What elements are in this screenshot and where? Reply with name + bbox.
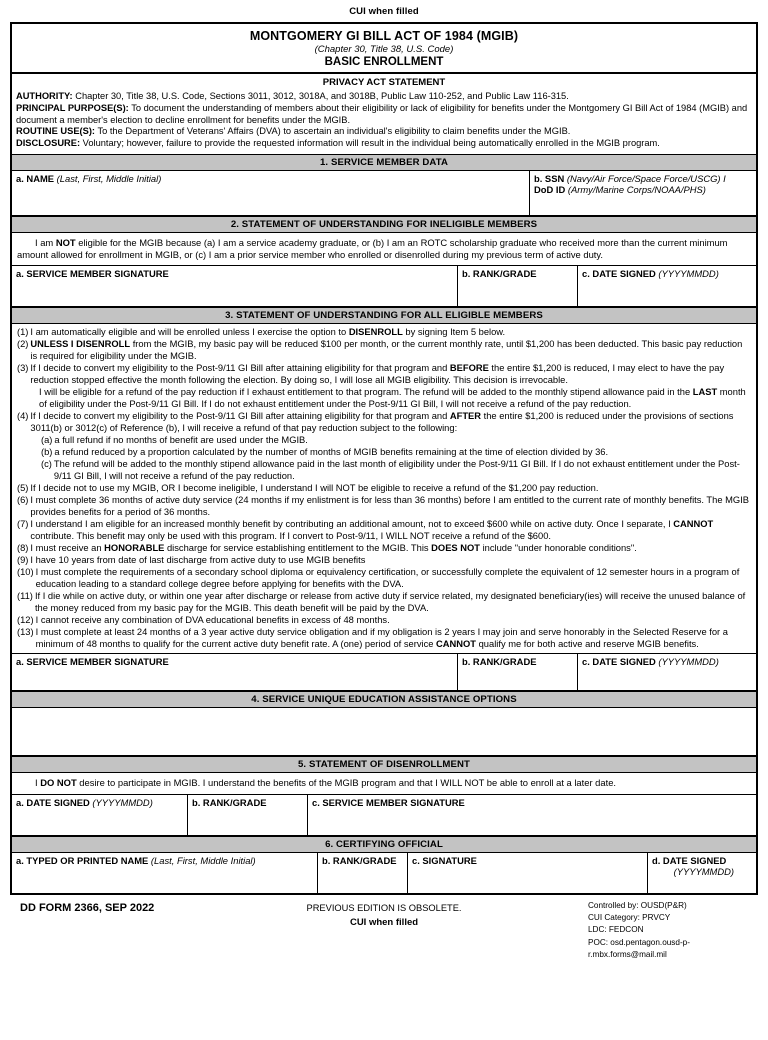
poc: POC: osd.pentagon.ousd-p-r.mbx.forms@mail.mil (588, 937, 690, 959)
section-3-item-text (30, 554, 751, 566)
section-3-item-number: (11) (17, 591, 33, 602)
section-3-item-run: I am automatically eligible and will be enrolled unless I exercise the option to (30, 327, 349, 338)
section-3-item-emphasis: DOES NOT (431, 543, 480, 554)
section-2-statement (12, 233, 756, 266)
section-3-item-run: I understand I am eligible for an increased monthly benefit by contributing an additional amount, not to exceed $600 while on active duty. Once I separate, I (30, 519, 674, 530)
section-6-date-field[interactable] (647, 853, 756, 893)
section-1-header: 1. SERVICE MEMBER DATA (12, 154, 756, 171)
section-3-item-run: a refund reduced by a proportion calculated by the number of months of MGIB benefits remaining at the time of election divided by 36. (54, 447, 609, 458)
section-3-item-emphasis: DISENROLL (348, 327, 403, 338)
section-3-item-run: the entire $1,200 is reduced under the provisions of sections 3011(b) or 3012(c) of Reference (b), I will receive a refund of that pay reduction subject to the following: (30, 411, 734, 434)
form-body (10, 22, 758, 895)
section-3-item (17, 326, 751, 338)
section-6-signature-field[interactable] (407, 853, 647, 893)
privacy-disclosure-text: Voluntary; however, failure to provide the requested information will result in the individual being automatically enrolled in the MGIB program. (80, 138, 660, 149)
section-5-rank-label: b. RANK/GRADE (192, 796, 267, 808)
section-3-item-number: (9) (17, 555, 29, 566)
section-3-item (17, 386, 751, 410)
section-3-item (17, 590, 751, 614)
section-6-date-hint: (YYYYMMDD) (673, 865, 734, 877)
section-5-date-hint: (YYYYMMDD) (92, 796, 153, 808)
section-2-signature-label: a. SERVICE MEMBER SIGNATURE (16, 268, 169, 280)
privacy-routine-text: To the Department of Veterans' Affairs (DVA) to ascertain an individual's eligibility to claim benefits under the MGIB. (95, 126, 571, 137)
section-3-item-text (39, 386, 751, 410)
privacy-purpose-label: PRINCIPAL PURPOSE(S): (16, 102, 129, 113)
section-2-header: 2. STATEMENT OF UNDERSTANDING FOR INELIGIBLE MEMBERS (12, 216, 756, 233)
section-4-field[interactable] (12, 708, 756, 756)
section-3-item (17, 446, 751, 458)
section-3-item-text (35, 590, 751, 614)
section-3-item-number: (8) (17, 543, 29, 554)
section-3-item-text (30, 362, 751, 386)
section-3-item (17, 626, 751, 650)
section-3-items (12, 324, 756, 654)
cui-category: CUI Category: PRVCY (588, 912, 671, 922)
section-3-date-field[interactable] (577, 654, 756, 690)
form-footer (10, 895, 758, 970)
name-hint: (Last, First, Middle Initial) (56, 172, 162, 184)
dodid-label: DoD ID (534, 183, 566, 195)
section-3-item-number: (1) (17, 327, 29, 338)
section-3-item (17, 410, 751, 434)
section-2-signature-row (12, 266, 756, 307)
section-5-statement-post: desire to participate in MGIB. I understand the benefits of the MGIB program and that I WILL NOT be able to enroll at a later date. (76, 777, 617, 789)
section-3-item-run: I must complete at least 24 months of a 3 year active duty service obligation and if my obligation is 2 years I may join and serve honorably in the Selected Reserve for a minimum of 48 months to qualify for the current active duty benefit rate. A (one) period of service (35, 627, 728, 650)
ssn-line (534, 173, 752, 184)
section-3-item-run: the entire $1,200 is reduced, I may elect to have the pay reduction stopped effective the month following the election. By doing so, I will lose all MGIB eligibility. This decision is irrevocable. (30, 363, 725, 386)
section-3-item-run: If I die while on active duty, or within one year after discharge or release from active duty if service related, my designated beneficiary(ies) will receive the unused balance of the money reduced from my basic pay for the MGIB. This death benefit will be paid by the DVA. (34, 591, 746, 614)
form-title-block (12, 24, 756, 74)
section-5-statement-pre: I (35, 777, 41, 789)
section-5-signature-field[interactable] (307, 795, 756, 835)
privacy-authority-text: Chapter 30, Title 38, U.S. Code, Sections 3011, 3012, 3018A, and 3018B, Public Law 110-252, and Public Law 116-315. (72, 91, 569, 101)
section-3-item-run: I must complete 36 months of active duty service (24 months if my enlistment is for less than 36 months) before I am entitled to the current rate of monthly benefits. The MGIB provides benefits for a period of 36 months. (30, 495, 750, 518)
section-3-item-run: month of eligibility under the Post-9/11 GI Bill. If I do not exhaust entitlement under the Post-9/11 GI Bill, I will not receive a refund of the pay reduction. (39, 387, 746, 410)
section-3-header: 3. STATEMENT OF UNDERSTANDING FOR ALL ELIGIBLE MEMBERS (12, 307, 756, 324)
section-5-statement-emphasis: DO NOT (40, 777, 77, 789)
privacy-disclosure (16, 138, 752, 150)
privacy-disclosure-label: DISCLOSURE: (16, 138, 81, 149)
section-3-item-number: (7) (17, 519, 29, 530)
section-3-item (17, 542, 751, 554)
section-3-item-run: I must complete the requirements of a secondary school diploma or equivalency certification, or successfully complete the equivalent of 12 semester hours in a program of education leading to a standard college degree before applying for benefits with the DVA. (35, 567, 740, 590)
section-6-rank-field[interactable] (317, 853, 407, 893)
privacy-authority (16, 91, 752, 103)
section-3-item-run: The refund will be added to the monthly stipend allowance paid in the last month of eligibility under the Post-9/11 GI Bill. If I do not exhaust entitlement under the Post-9/11 GI Bill, I will not receive a refund of the pay reduction. (53, 459, 740, 482)
section-3-signature-field[interactable] (12, 654, 457, 690)
section-2-statement-pre: I am (35, 236, 56, 248)
section-3-item (17, 554, 751, 566)
section-3-item-number: (c) (41, 459, 52, 470)
section-1-row (12, 171, 756, 216)
form-title-subtitle: BASIC ENROLLMENT (324, 56, 444, 68)
section-6-name-hint: (Last, First, Middle Initial) (150, 854, 256, 866)
section-3-item-run: If I decide to convert my eligibility to the Post-9/11 GI Bill after attaining eligibility for that program and (30, 363, 450, 374)
section-3-item (17, 614, 751, 626)
section-4-header: 4. SERVICE UNIQUE EDUCATION ASSISTANCE OPTIONS (12, 691, 756, 708)
section-3-item-emphasis: BEFORE (449, 363, 489, 374)
previous-edition-notice: PREVIOUS EDITION IS OBSOLETE. (306, 902, 462, 913)
section-5-rank-field[interactable] (187, 795, 307, 835)
section-2-date-field[interactable] (577, 266, 756, 306)
section-2-date-hint: (YYYYMMDD) (658, 268, 719, 280)
section-3-item-emphasis: HONORABLE (104, 543, 165, 554)
section-3-rank-label: b. RANK/GRADE (462, 656, 537, 668)
section-3-item-text (36, 566, 751, 590)
privacy-routine (16, 126, 752, 138)
section-6-date-label: d. DATE SIGNED (652, 854, 727, 866)
section-3-signature-row (12, 654, 756, 691)
section-5-statement (12, 773, 756, 794)
section-3-item (17, 482, 751, 494)
section-3-item-text (54, 458, 751, 482)
section-2-statement-emphasis: NOT (55, 236, 76, 248)
section-3-item-text (36, 614, 751, 626)
section-2-signature-field[interactable] (12, 266, 457, 306)
section-3-item-text (30, 518, 751, 542)
privacy-act-section (12, 74, 756, 154)
section-3-item-run: If I decide to convert my eligibility to the Post-9/11 GI Bill after attaining eligibility for that program and (30, 411, 450, 422)
section-3-item (17, 494, 751, 518)
privacy-routine-label: ROUTINE USE(S): (16, 126, 96, 137)
privacy-purpose (16, 103, 752, 127)
section-3-item-emphasis: LAST (692, 387, 718, 398)
section-3-item-run: qualify me for both active and reserve MGIB benefits. (476, 639, 699, 650)
section-3-item-run: from the MGIB, my basic pay will be reduced $100 per month, or the current monthly rate, until $1,200 has been deducted. This basic pay reduction is required for eligibility under the MGIB. (30, 339, 743, 362)
dodid-hint: (Army/Marine Corps/NOAA/PHS) (567, 183, 706, 195)
ldc: LDC: FEDCON (588, 925, 644, 935)
section-3-item-run: contribute. This benefit may only be used with this program. If I convert to Post-9/11, I WILL NOT receive a refund of the $600. (30, 531, 551, 542)
section-2-date-label: c. DATE SIGNED (582, 268, 656, 280)
section-3-rank-field[interactable] (457, 654, 577, 690)
section-2-rank-label: b. RANK/GRADE (462, 268, 537, 280)
section-3-item-run: If I decide not to use my MGIB, OR I become ineligible, I understand I will NOT be eligible to receive a refund of the $1,200 pay reduction. (30, 483, 599, 494)
privacy-purpose-text: To document the understanding of members about their eligibility or lack of eligibility for benefits under the Montgomery GI Bill Act of 1984 (MGIB) and document a member's election to decline enrollment for benefits under the MGIB. (16, 102, 748, 125)
section-3-item-text (30, 410, 751, 434)
section-3-item-text (30, 542, 751, 554)
ssn-dodid-field[interactable] (529, 171, 756, 215)
section-3-item-run: a full refund if no months of benefit are used under the MGIB. (54, 435, 308, 446)
section-3-item-run: by signing Item 5 below. (402, 327, 506, 338)
section-3-item-number: (4) (17, 411, 29, 422)
controlled-by: Controlled by: OUSD(P&R) (588, 900, 687, 910)
form-number: DD FORM 2366, SEP 2022 (20, 901, 155, 914)
section-3-item-number: (10) (17, 567, 34, 578)
section-3-item-text (30, 482, 751, 494)
section-3-item (17, 434, 751, 446)
section-3-item-number: (6) (17, 495, 29, 506)
section-3-item-number: (2) (17, 339, 29, 350)
section-5-signature-label: c. SERVICE MEMBER SIGNATURE (312, 796, 465, 808)
section-3-item-run: I cannot receive any combination of DVA educational benefits in excess of 48 months. (35, 615, 390, 626)
section-3-item-number: (13) (17, 627, 34, 638)
section-2-rank-field[interactable] (457, 266, 577, 306)
section-3-item-text (30, 338, 751, 362)
section-3-item-text (54, 434, 751, 446)
section-3-item (17, 518, 751, 542)
form-title-citation: (Chapter 30, Title 38, U.S. Code) (314, 44, 454, 55)
section-3-item-text (36, 626, 751, 650)
section-3-item-emphasis: CANNOT (673, 519, 714, 530)
section-3-item-run: I have 10 years from date of last discharge from active duty to use MGIB benefits (30, 555, 366, 566)
section-3-item-emphasis: AFTER (449, 411, 482, 422)
cui-banner-top: CUI when filled (349, 6, 419, 17)
privacy-act-body (12, 91, 756, 154)
section-6-row (12, 853, 756, 893)
privacy-authority-label: AUTHORITY: (16, 91, 73, 101)
control-markings (588, 900, 758, 961)
section-3-item-text (30, 326, 751, 338)
section-5-signature-row (12, 795, 756, 836)
section-3-item (17, 338, 751, 362)
name-label: a. NAME (16, 172, 55, 184)
section-3-item-number: (a) (41, 435, 53, 446)
section-3-item-text (30, 494, 751, 518)
section-3-item-number: (3) (17, 363, 29, 374)
section-5-date-field[interactable] (12, 795, 187, 835)
section-3-item-number: (5) (17, 483, 29, 494)
section-6-name-label: a. TYPED OR PRINTED NAME (16, 854, 149, 866)
section-3-item (17, 566, 751, 590)
section-3-item-emphasis: CANNOT (436, 639, 477, 650)
name-field[interactable] (12, 171, 529, 215)
section-3-signature-label: a. SERVICE MEMBER SIGNATURE (16, 656, 169, 668)
ssn-hint: (Navy/Air Force/Space Force/USCG) I (566, 172, 726, 184)
section-3-item-run: I must receive an (30, 543, 105, 554)
section-5-header: 5. STATEMENT OF DISENROLLMENT (12, 756, 756, 773)
form-title: MONTGOMERY GI BILL ACT OF 1984 (MGIB) (249, 29, 519, 43)
section-3-item (17, 458, 751, 482)
section-6-date-label-line (652, 855, 752, 866)
section-3-item (17, 362, 751, 386)
section-6-date-hint-line (652, 866, 752, 877)
ssn-label: b. SSN (534, 172, 565, 184)
section-3-item-number: (12) (17, 615, 34, 626)
section-5-date-label: a. DATE SIGNED (16, 796, 90, 808)
section-3-item-run: I will be eligible for a refund of the pay reduction if I exhaust entitlement to that program. The refund will be added to the monthly stipend allowance paid in the (39, 387, 693, 398)
cui-banner-bottom: CUI when filled (349, 916, 419, 928)
section-6-header: 6. CERTIFYING OFFICIAL (12, 836, 756, 853)
section-3-item-text (54, 446, 751, 458)
section-3-date-label: c. DATE SIGNED (582, 656, 656, 668)
section-3-date-hint: (YYYYMMDD) (658, 656, 719, 668)
section-2-statement-post: eligible for the MGIB because (a) I am a service academy graduate, or (b) I am an ROTC scholarship graduate who received more than the current minimum amount allowed for enrollment in MGIB, or (c) I am a prior service member who enrolled or disenrolled during my previous term of active duty. (17, 236, 728, 261)
section-6-name-field[interactable] (12, 853, 317, 893)
section-6-rank-label: b. RANK/GRADE (322, 854, 397, 866)
dodid-line (534, 184, 752, 195)
section-3-item-emphasis: UNLESS I DISENROLL (30, 339, 131, 350)
privacy-act-heading: PRIVACY ACT STATEMENT (322, 77, 446, 88)
section-3-item-run: include "under honorable conditions". (479, 543, 637, 554)
section-3-item-number: (b) (41, 447, 53, 458)
section-6-signature-label: c. SIGNATURE (412, 854, 477, 866)
section-3-item-run: discharge for service establishing entitlement to the MGIB. This (164, 543, 432, 554)
